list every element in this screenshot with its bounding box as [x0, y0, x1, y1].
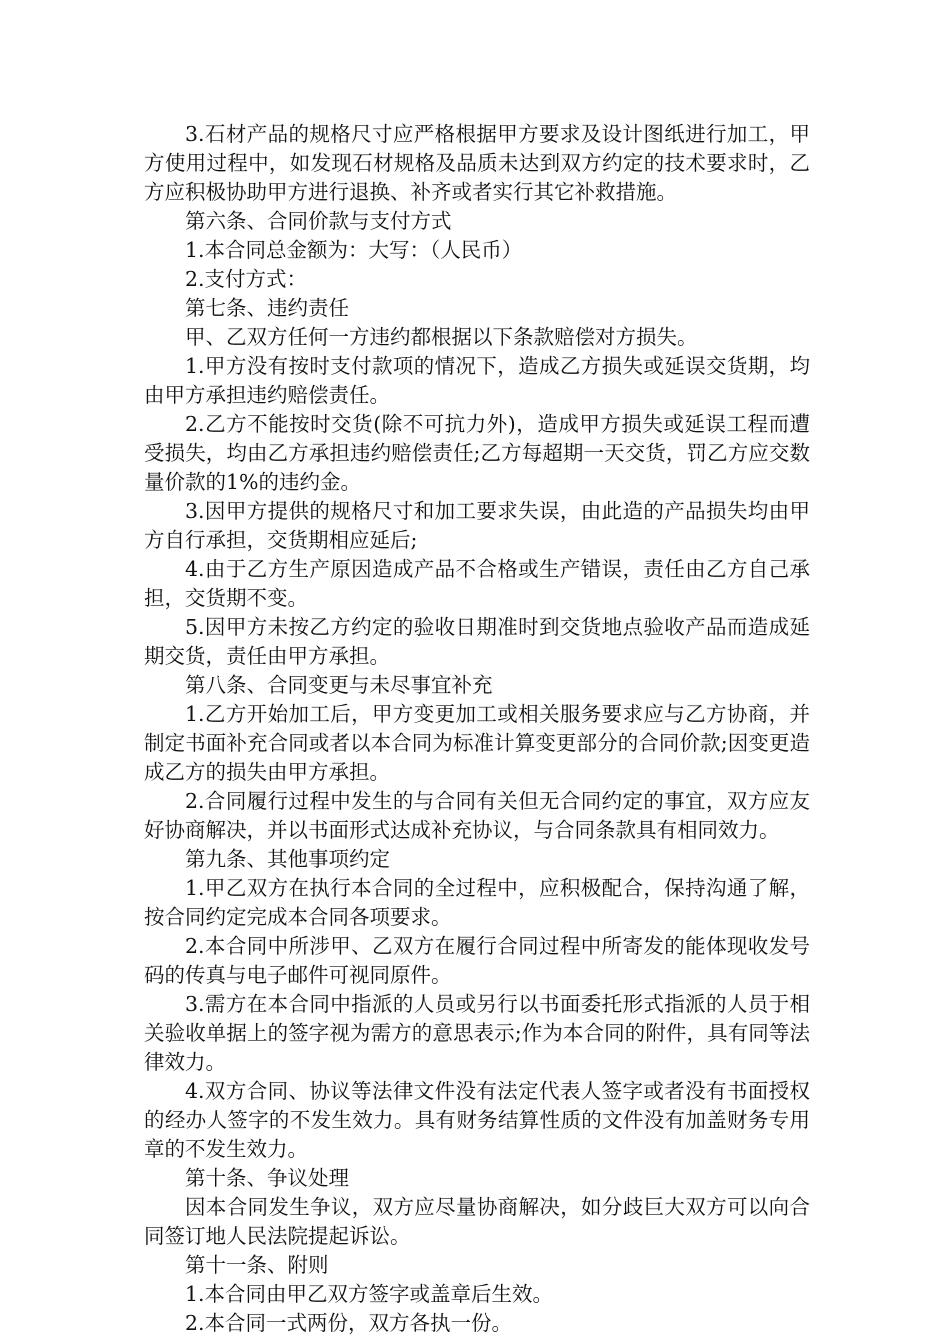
clause-10-text: 因本合同发生争议，双方应尽量协商解决，如分歧巨大双方可以向合同签订地人民法院提起诉讼。 [144, 1195, 810, 1248]
clause-7-item-4: 4.由于乙方生产原因造成产品不合格或生产错误，责任由乙方自己承担，交货期不变。 [144, 557, 810, 610]
article-11-heading: 第十一条、附则 [185, 1253, 329, 1277]
clause-9-item-3: 3.需方在本合同中指派的人员或另行以书面委托形式指派的人员于相关验收单据上的签字视为需方的意思表示;作为本合同的附件，具有同等法律效力。 [144, 992, 810, 1074]
clause-7-item-5: 5.因甲方未按乙方约定的验收日期准时到交货地点验收产品而造成延期交货，责任由甲方承担。 [144, 615, 810, 668]
contract-body [144, 120, 810, 1338]
clause-6-item-1: 1.本合同总金额为：大写：（人民币） [185, 238, 523, 262]
clause-11-item-1: 1.本合同由甲乙双方签字或盖章后生效。 [185, 1282, 554, 1306]
clause-11-item-2: 2.本合同一式两份，双方各执一份。 [185, 1311, 513, 1335]
clause-9-item-2: 2.本合同中所涉甲、乙双方在履行合同过程中所寄发的能体现收发号码的传真与电子邮件可视同原件。 [144, 934, 810, 987]
clause-5-item-3: 3.石材产品的规格尺寸应严格根据甲方要求及设计图纸进行加工，甲方使用过程中，如发现石材规格及品质未达到双方约定的技术要求时，乙方应积极协助甲方进行退换、补齐或者实行其它补救措施。 [144, 122, 810, 204]
clause-8-item-1: 1.乙方开始加工后，甲方变更加工或相关服务要求应与乙方协商，并制定书面补充合同或者以本合同为标准计算变更部分的合同价款;因变更造成乙方的损失由甲方承担。 [144, 702, 810, 784]
article-9-heading: 第九条、其他事项约定 [185, 847, 390, 871]
clause-7-intro: 甲、乙双方任何一方违约都根据以下条款赔偿对方损失。 [185, 325, 698, 349]
article-7-heading: 第七条、违约责任 [185, 296, 349, 320]
clause-7-item-1: 1.甲方没有按时支付款项的情况下，造成乙方损失或延误交货期，均由甲方承担违约赔偿责任。 [144, 354, 810, 407]
clause-7-item-3: 3.因甲方提供的规格尺寸和加工要求失误，由此造的产品损失均由甲方自行承担，交货期相应延后; [144, 499, 810, 552]
article-6-heading: 第六条、合同价款与支付方式 [185, 209, 452, 233]
clause-8-item-2: 2.合同履行过程中发生的与合同有关但无合同约定的事宜，双方应友好协商解决，并以书面形式达成补充协议，与合同条款具有相同效力。 [144, 789, 810, 842]
clause-9-item-1: 1.甲乙双方在执行本合同的全过程中，应积极配合，保持沟通了解，按合同约定完成本合同各项要求。 [144, 876, 810, 929]
clause-7-item-2: 2.乙方不能按时交货(除不可抗力外)，造成甲方损失或延误工程而遭受损失，均由乙方承担违约赔偿责任;乙方每超期一天交货，罚乙方应交数量价款的1%的违约金。 [144, 412, 810, 494]
clause-9-item-4: 4.双方合同、协议等法律文件没有法定代表人签字或者没有书面授权的经办人签字的不发生效力。具有财务结算性质的文件没有加盖财务专用章的不发生效力。 [144, 1079, 810, 1161]
article-10-heading: 第十条、争议处理 [185, 1166, 349, 1190]
clause-6-item-2: 2.支付方式： [185, 267, 308, 291]
article-8-heading: 第八条、合同变更与未尽事宜补充 [185, 673, 493, 697]
